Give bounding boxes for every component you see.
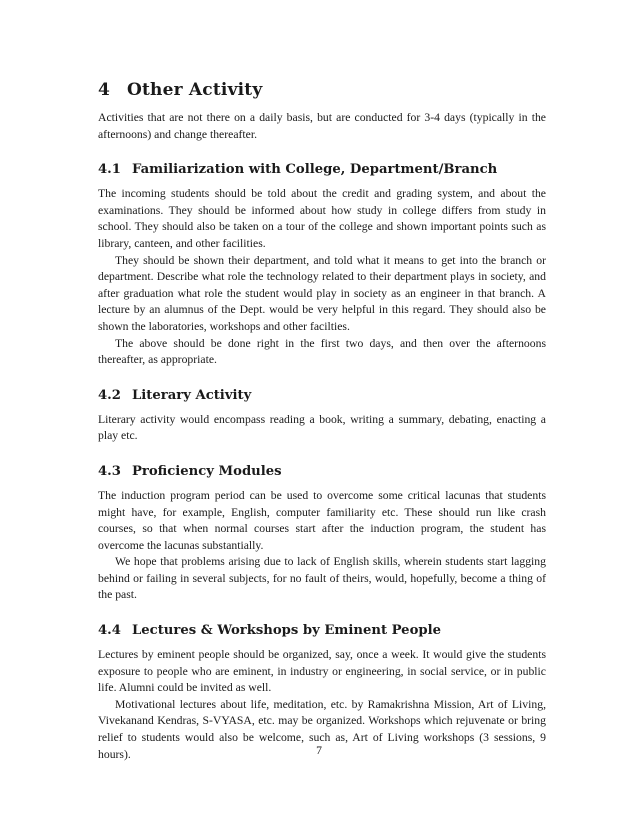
- paragraph: Lectures by eminent people should be organized, say, once a week. It would give the students exposure to people who are eminent, in industry or engineering, in social service, or in public life. Alumni could be invited as well.: [98, 648, 546, 695]
- subsection-number: 4.1: [98, 162, 121, 178]
- subsection-title: Literary Activity: [132, 387, 252, 403]
- subsection-number: 4.2: [98, 387, 121, 403]
- section-heading: [98, 80, 546, 100]
- subsection-title: Proficiency Modules: [132, 463, 282, 479]
- section-intro: Activities that are not there on a daily basis, but are conducted for 3-4 days (typically in the afternoons) and change thereafter.: [98, 111, 546, 141]
- document-page: [98, 80, 546, 763]
- paragraph: Literary activity would encompass reading a book, writing a summary, debating, enacting a play etc.: [98, 412, 546, 443]
- subsection-number: 4.3: [98, 463, 121, 479]
- subsection-heading-4-2: [98, 388, 546, 403]
- subsection-heading-4-1: [98, 162, 546, 177]
- section-number: 4: [98, 80, 111, 100]
- paragraph: The incoming students should be told about the credit and grading system, and about the examinations. They should be informed about how study in college differs from study in school. They should also be taken on a tour of the college and shown important points such as library, canteen, and other facilities.: [98, 187, 546, 250]
- subsection-title: Familiarization with College, Department/Branch: [132, 162, 498, 178]
- subsection-number: 4.4: [98, 623, 121, 639]
- paragraph: They should be shown their department, and told what it means to get into the branch or department. Describe what role the technology related to their department plays in society, and after graduation what role the student would play in society as an engineer in that branch. A lecture by an alumnus of the Dept. would be very helpful in this regard. They should also be shown the laboratories, workshops and other facilties.: [98, 253, 546, 333]
- paragraph: The induction program period can be used to overcome some critical lacunas that students might have, for example, English, computer familiarity etc. These should run like crash courses, so that when normal courses start after the induction program, the student has overcome the lacunas substantially.: [98, 488, 546, 552]
- page-number: 7: [316, 744, 322, 757]
- paragraph: The above should be done right in the first two days, and then over the afternoons thereafter, as appropriate.: [98, 336, 546, 367]
- subsection-heading-4-3: [98, 464, 546, 479]
- subsection-heading-4-4: [98, 623, 546, 638]
- subsection-title: Lectures & Workshops by Eminent People: [132, 623, 441, 639]
- paragraph: Motivational lectures about life, meditation, etc. by Ramakrishna Mission, Art of Living, Vivekanand Kendras, S-VYASA, etc. may be organized. Workshops which rejuvenate or bring relief to students would also be welcome, such as, Art of Living workshops (3 sessions, 9 hours).: [98, 697, 546, 761]
- paragraph: We hope that problems arising due to lack of English skills, wherein students start lagging behind or failing in several subjects, for no fault of theirs, would, hopefully, become a thing of the past.: [98, 555, 546, 602]
- section-title: Other Activity: [127, 80, 263, 100]
